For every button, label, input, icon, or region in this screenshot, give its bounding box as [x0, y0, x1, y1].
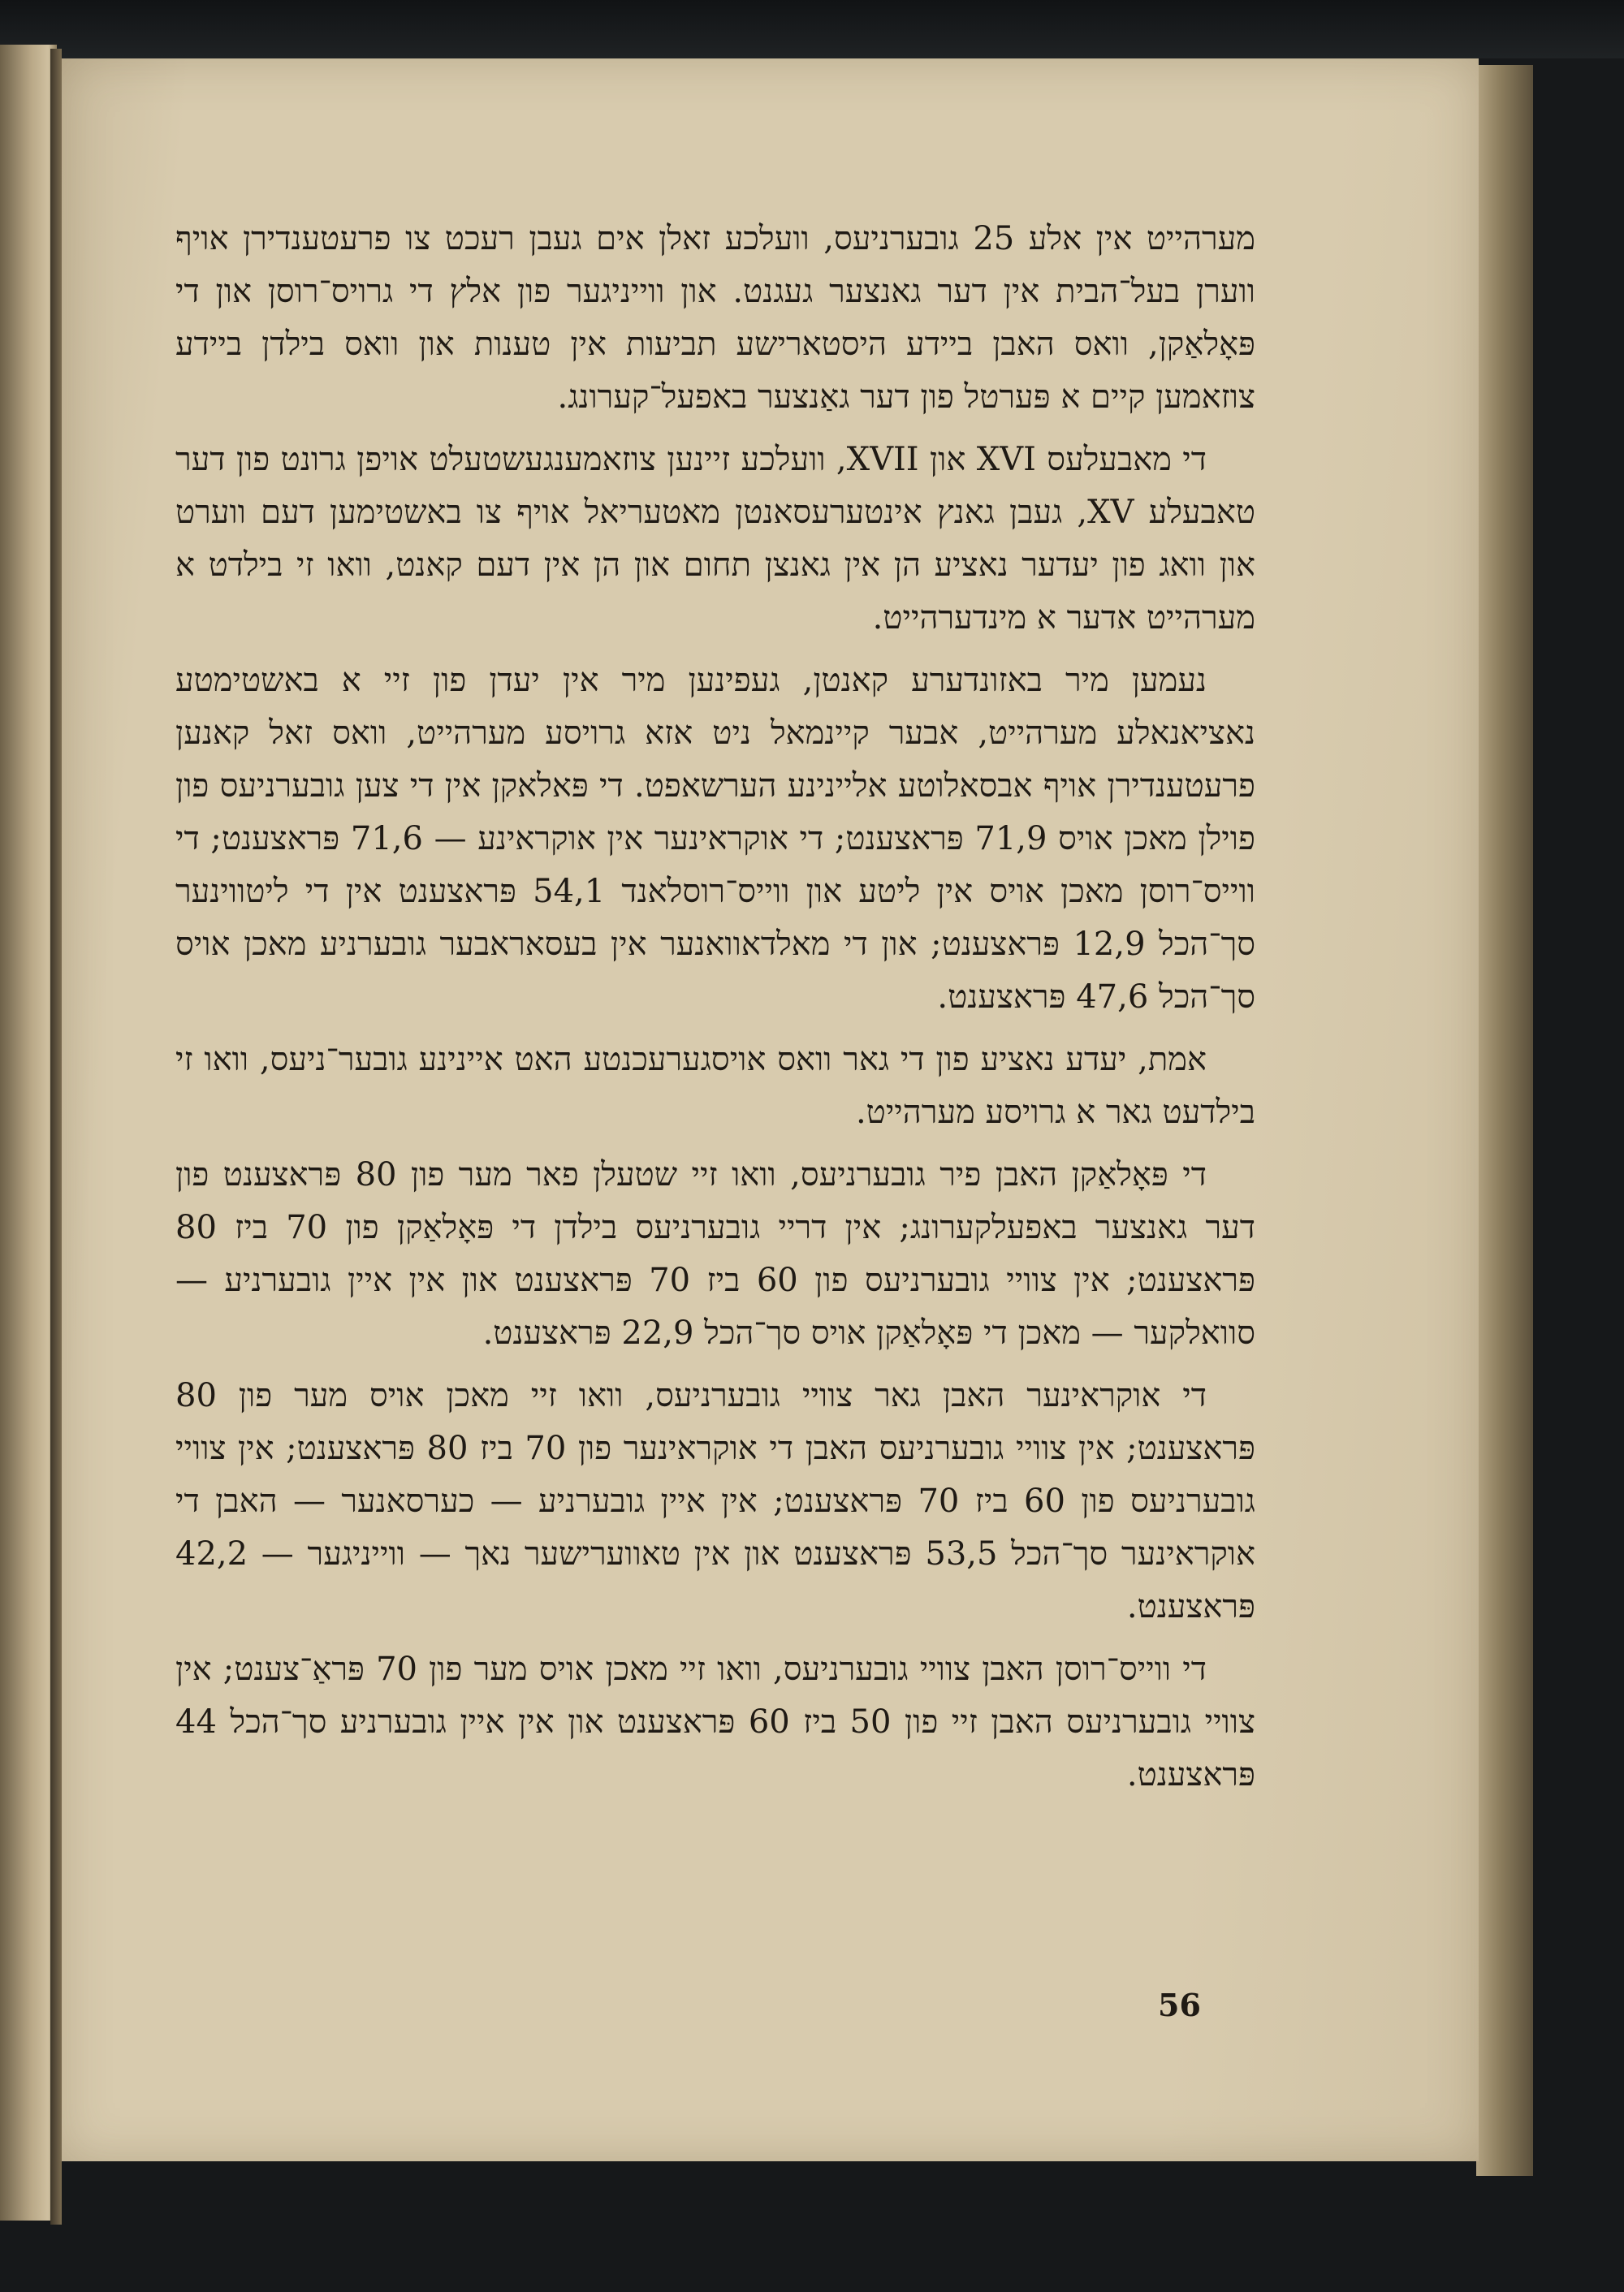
book-page — [62, 58, 1479, 2161]
page-body-text — [175, 213, 1255, 1811]
paragraph-1: מערהייט אין אלע 25 גובערניעס, וועלכע זאלן אים געבן רעכט צו פרעטענדירן אויף ווערן בעל־הבית אין דער גאנצער געגנט. און ווייניגער פון אלץ די גרויס־רוסן און די פּאָלאַקן, וואס האבן ביידע היסטארישע תביעות אין טענות און וואס בילדן ביידע צוזאמען קיים א פּערטל פון דער גאַנצער באפעל־קערונג. — [175, 220, 1255, 416]
paragraph-4: אמת, יעדע נאציע פון די גאר וואס אויסגערעכנטע האט איינינע גובער־ניעס, וואו זי בילדעט גאר א גרויסע מערהייט. — [175, 1041, 1255, 1131]
paragraph-7: די ווייס־רוסן האבן צוויי גובערניעס, וואו זיי מאכן אויס מער פון 70 פּראַ־צענט; אין צוויי גובערניעס האבן זיי פון 50 ביז 60 פּראצענט און אין איין גובערניע סך־הכל 44 פּראצענט. — [175, 1651, 1255, 1793]
paragraph-6: די אוקראינער האבן גאר צוויי גובערניעס, וואו זיי מאכן אויס מער פון 80 פּראצענט; אין צוויי גובערניעס האבן די אוקראינער פון 70 ביז 80 פּראצענט; אין צוויי גובערניעס פון 60 ביז 70 פּראצענט; אין איין גובערניע — כערסאנער — האבן די אוקראינער סך־הכל 53,5 פּראצענט און אין טאווערישער נאך — ווייניגער — 42,2 פּראצענט. — [175, 1377, 1256, 1625]
facing-page-edge — [0, 45, 57, 2221]
book-spine — [50, 49, 62, 2225]
page-stack-edge — [1476, 65, 1533, 2176]
paragraph-2: די מאבעלעס XVI און XVII, וועלכע זיינען צוזאמענגעשטעלט אויפן גרונט פון דער טאבעלע XV, געבן גאנץ אינטערעסאנטן מאטעריאל אויף צו באשטימען דעם ווערט און וואג פון יעדער נאציע הן אין גאנצן תחום און הן אין דעם קאנט, וואו זי בילדט א מערהייט אדער א מינדערהייט. — [175, 441, 1256, 637]
paragraph-3: נעמען מיר באזונדערע קאנטן, געפינען מיר אין יעדן פון זיי א באשטימטע נאציאנאלע מערהייט, אבער קיינמאל ניט אזא גרויסע מערהייט, וואס זאל קאנען פרעטענדירן אויף אבסאלוטע אליינינע הערשאפט. די פּאלאקן אין די צען גובערניעס פון פוילן מאכן אויס 71,9 פּראצענט; די אוקראינער אין אוקראינע — 71,6 פּראצענט; די ווייס־רוסן מאכן אויס אין ליטע און ווייס־רוסלאנד 54,1 פּראצענט אין די ליטווינער סך־הכל 12,9 פּראצענט; און די מאלדאוואנער אין בעסאראבער גובערניע מאכן אויס סך־הכל 47,6 פּראצענט. — [175, 662, 1256, 1016]
scan-top-edge — [0, 0, 1624, 58]
page-number: 56 — [1158, 1987, 1201, 2023]
paragraph-5: די פּאָלאַקן האבן פיר גובערניעס, וואו זיי שטעלן פאר מער פון 80 פּראצענט פון דער גאנצער באפעלקערונג; אין דריי גובערניעס בילדן די פּאָלאַקן פון 70 ביז 80 פּראצענט; אין צוויי גובערניעס פון 60 ביז 70 פּראצענט און אין איין גובערניע — סוואלקער — מאכן די פּאָלאַקן אויס סך־הכל 22,9 פּראצענט. — [175, 1156, 1255, 1352]
